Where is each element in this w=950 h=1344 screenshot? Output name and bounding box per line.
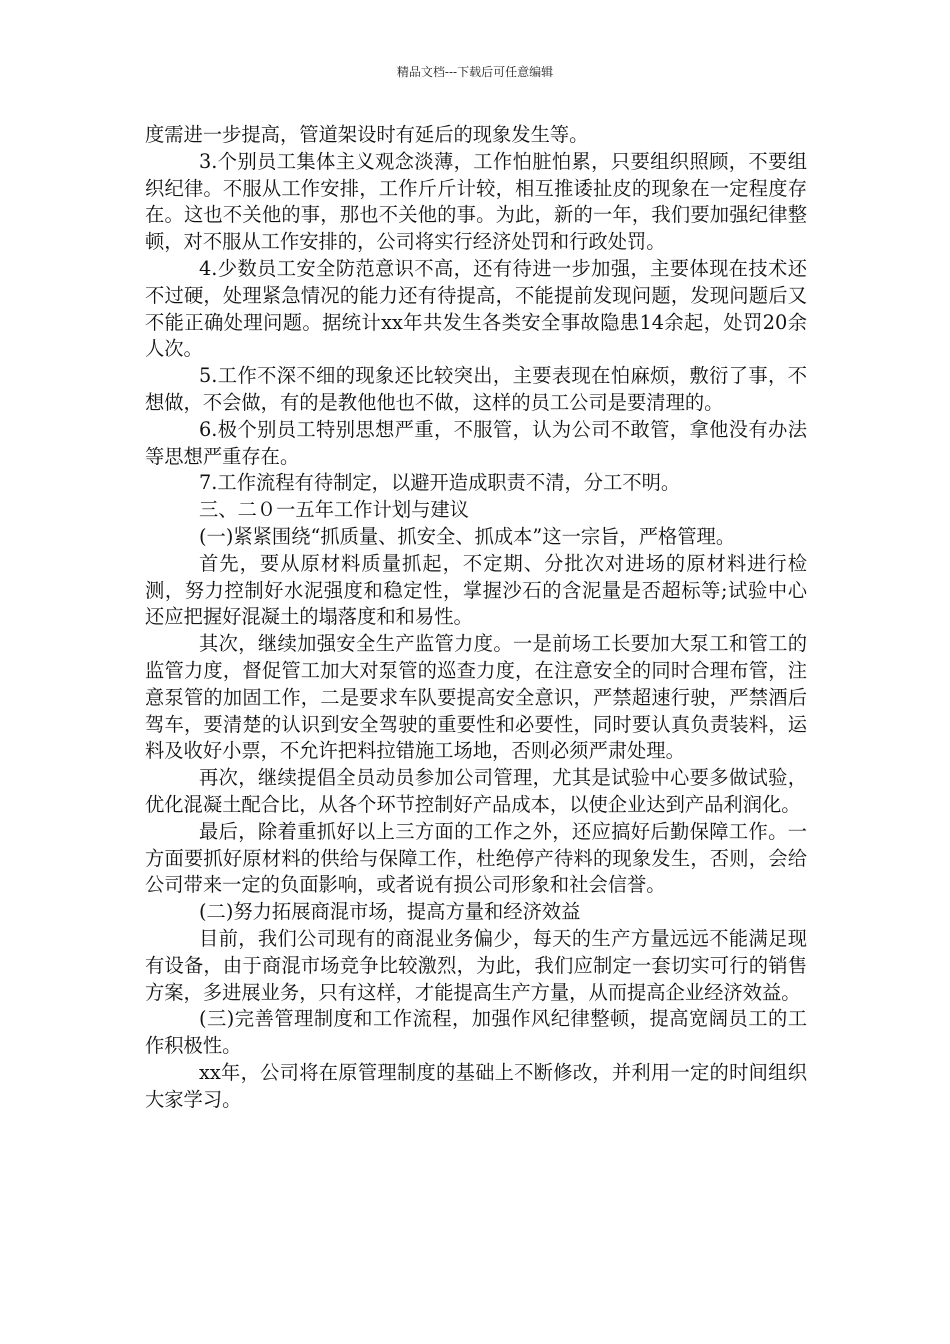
section-heading: 三、二０一五年工作计划与建议 xyxy=(199,498,469,522)
document-body xyxy=(145,122,807,1113)
paragraph-item-4: 4.少数员工安全防范意识不高，还有待进一步加强，主要体现在技术还不过硬，处理紧急情况的能力还有待提高，不能提前发现问题，发现问题后又不能正确处理问题。据统计xx年共发生各类安全事故隐患14余起，处罚20余人次。 xyxy=(145,256,807,361)
paragraph-first: 首先，要从原材料质量抓起，不定期、分批次对进场的原材料进行检测，努力控制好水泥强度和稳定性，掌握沙石的含泥量是否超标等;试验中心还应把握好混凝土的塌落度和和易性。 xyxy=(145,551,807,629)
subsection-heading-1: (一)紧紧围绕“抓质量、抓安全、抓成本”这一宗旨，严格管理。 xyxy=(199,524,736,548)
paragraph-item-3: 3.个别员工集体主义观念淡薄，工作怕脏怕累，只要组织照顾，不要组织纪律。不服从工作安排，工作斤斤计较，相互推诿扯皮的现象在一定程度存在。这也不关他的事，那也不关他的事。为此，新的一年，我们要加强纪律整顿，对不服从工作安排的，公司将实行经济处罚和行政处罚。 xyxy=(145,149,807,254)
subsection-heading-2: (二)努力拓展商混市场，提高方量和经济效益 xyxy=(199,900,581,924)
subsection-heading-3: (三)完善管理制度和工作流程，加强作风纪律整顿，提高宽阔员工的工作积极性。 xyxy=(145,1007,807,1058)
paragraph-last: 最后，除着重抓好以上三方面的工作之外，还应搞好后勤保障工作。一方面要抓好原材料的供给与保障工作，杜绝停产待料的现象发生，否则，会给公司带来一定的负面影响，或者说有损公司形象和社会信誉。 xyxy=(145,819,807,897)
paragraph-item-6: 6.极个别员工特别思想严重，不服管，认为公司不敢管，拿他没有办法等思想严重存在。 xyxy=(145,417,807,468)
paragraph-item-5: 5.工作不深不细的现象还比较突出，主要表现在怕麻烦，敷衍了事，不想做，不会做，有的是教他他也不做，这样的员工公司是要清理的。 xyxy=(145,364,807,414)
paragraph-continuation: 度需进一步提高，管道架设时有延后的现象发生等。 xyxy=(145,123,589,146)
paragraph-second: 其次，继续加强安全生产监管力度。一是前场工长要加大泵工和管工的监管力度，督促管工加大对泵管的巡查力度，在注意安全的同时合理布管，注意泵管的加固工作，二是要求车队要提高安全意识，严禁超速行驶，严禁酒后驾车，要清楚的认识到安全驾驶的重要性和必要性，同时要认真负责装料，运料及收好小票，不允许把料拉错施工场地，否则必须严肃处理。 xyxy=(145,632,807,763)
paragraph-management: xx年，公司将在原管理制度的基础上不断修改，并利用一定的时间组织大家学习。 xyxy=(145,1060,807,1111)
paragraph-market: 目前，我们公司现有的商混业务偏少，每天的生产方量远远不能满足现有设备，由于商混市场竞争比较激烈，为此，我们应制定一套切实可行的销售方案，多进展业务，只有这样，才能提高生产方量，从而提高企业经济效益。 xyxy=(145,926,807,1004)
paragraph-item-7: 7.工作流程有待制定，以避开造成职责不清，分工不明。 xyxy=(199,471,681,495)
page-header: 精品文档---下载后可任意编辑 xyxy=(396,65,554,79)
paragraph-third: 再次，继续提倡全员动员参加公司管理，尤其是试验中心要多做试验，优化混凝土配合比，从各个环节控制好产品成本，以使企业达到产品利润化。 xyxy=(145,766,807,816)
